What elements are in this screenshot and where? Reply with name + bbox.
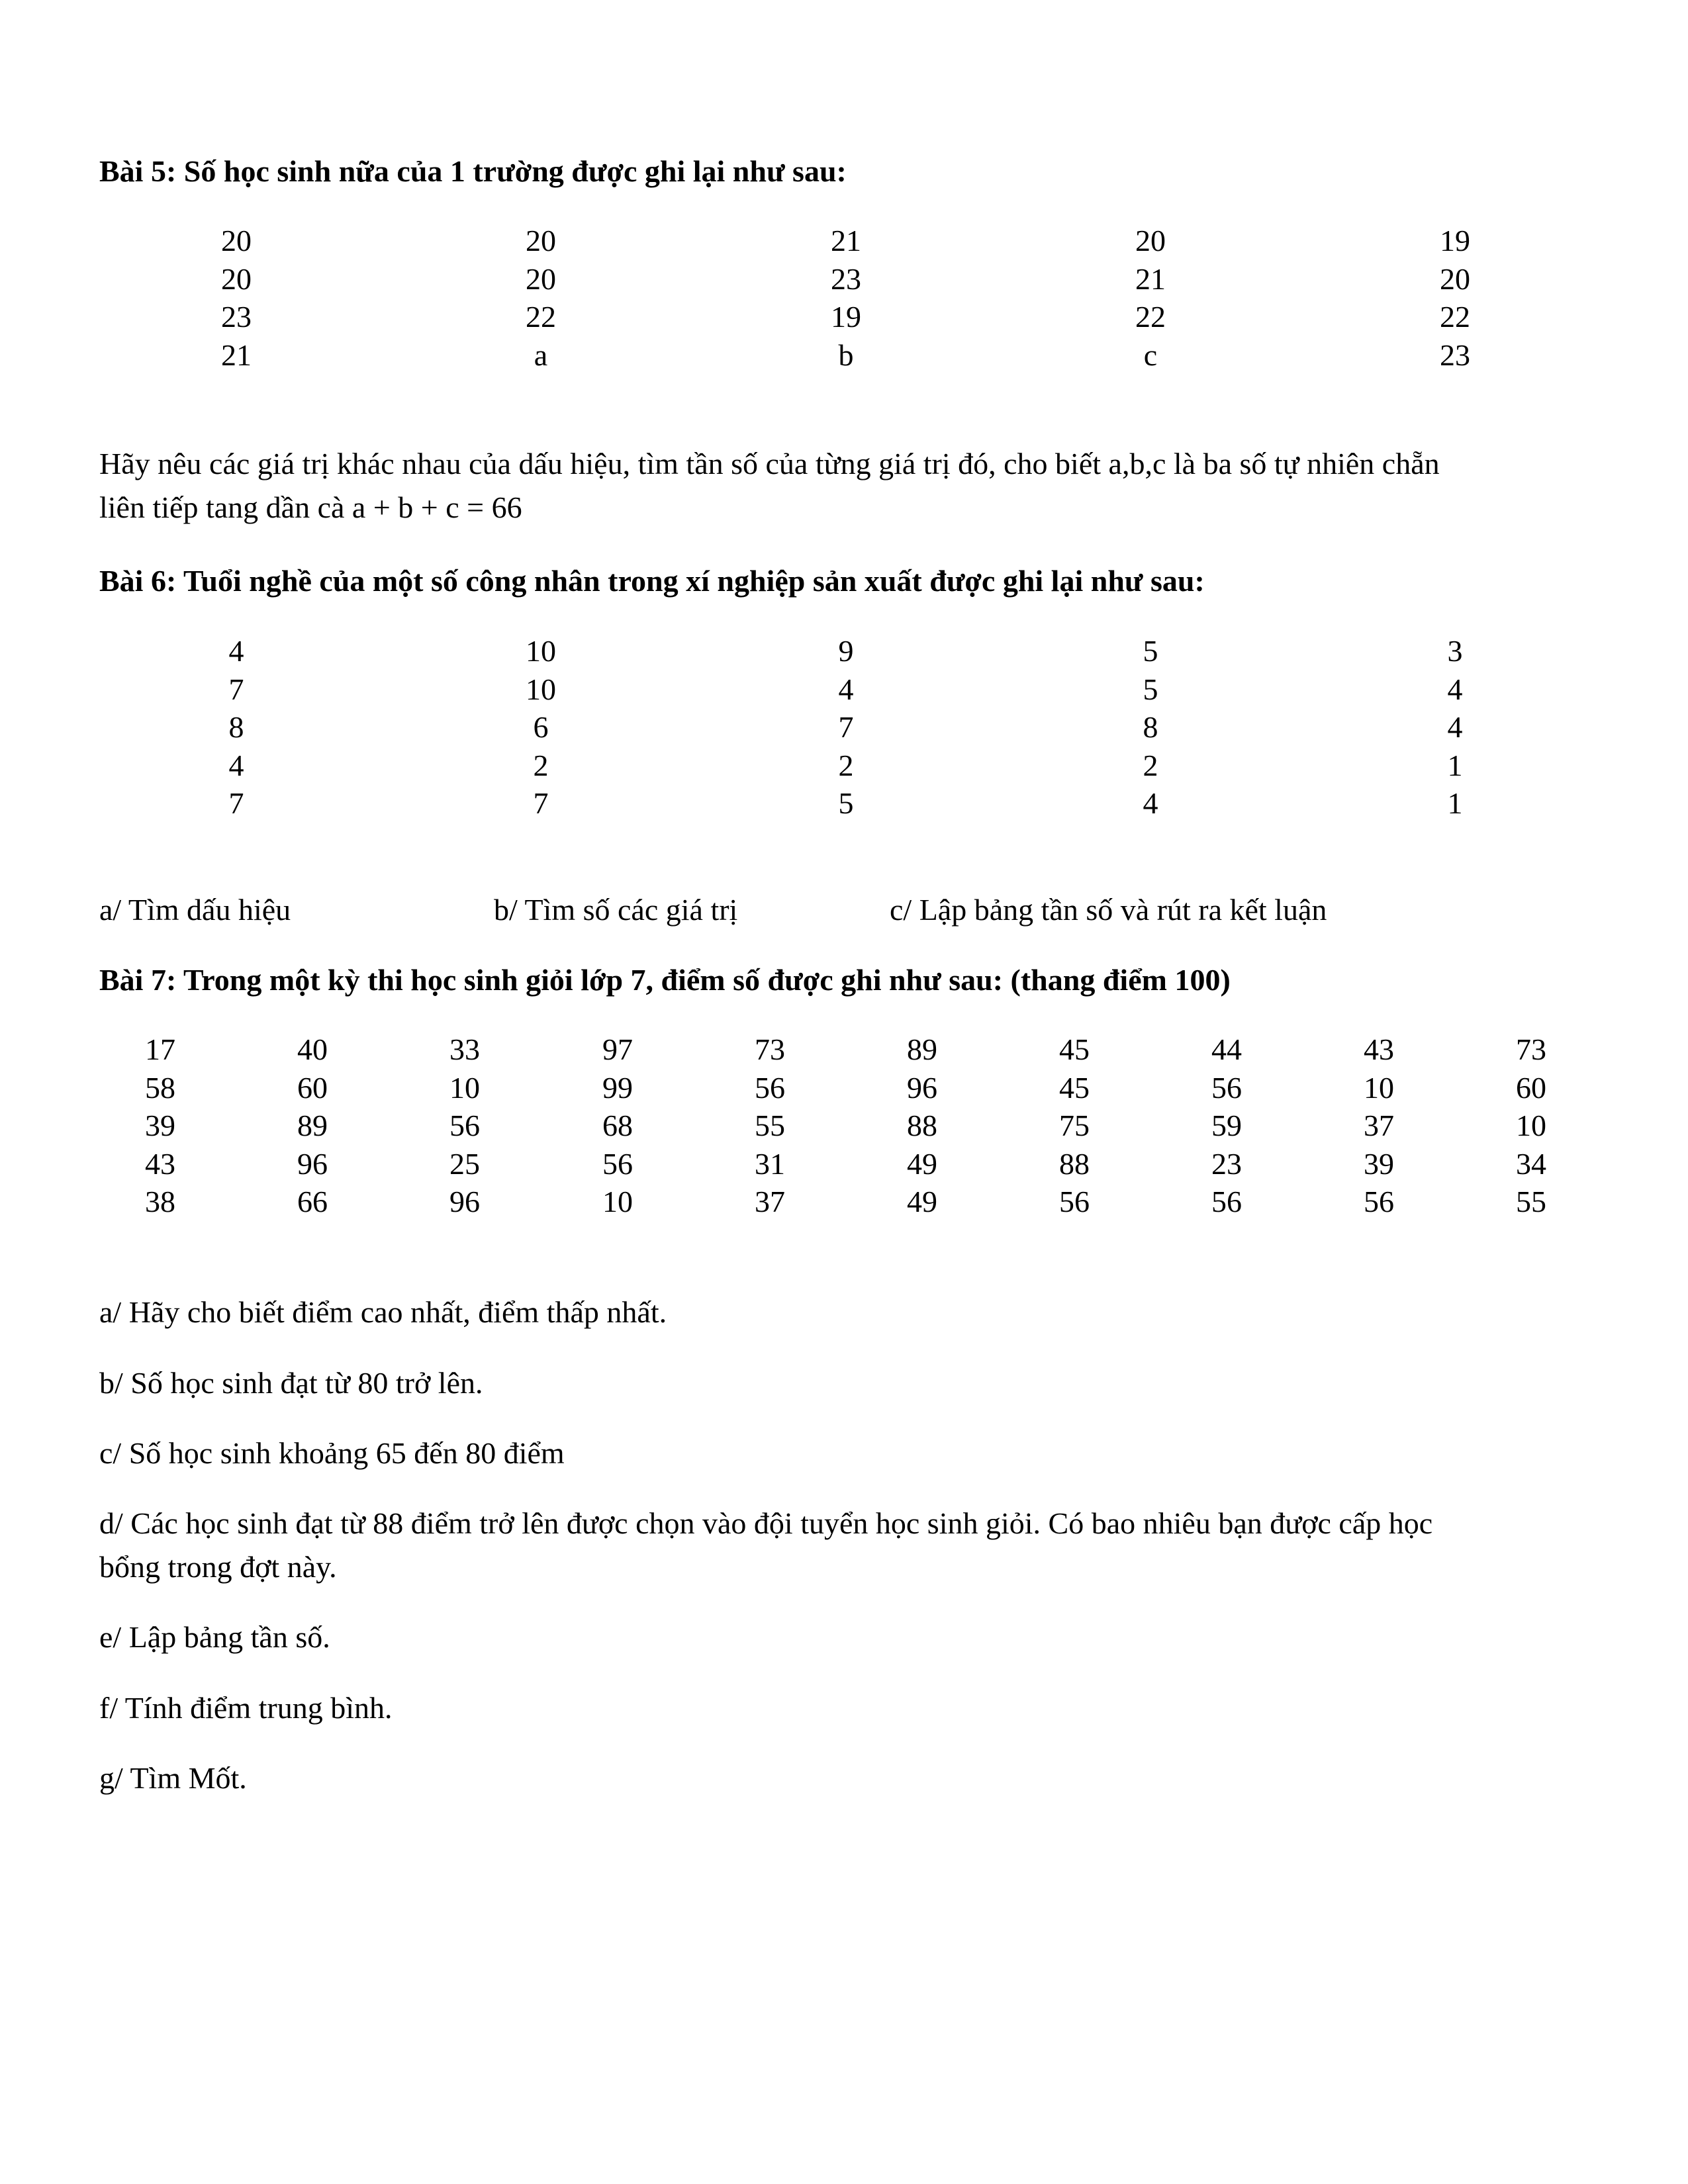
table-cell: 56 (1364, 1185, 1394, 1218)
table-cell: 44 (1211, 1032, 1242, 1066)
table-cell: 9 (838, 634, 854, 668)
table-cell: 39 (1364, 1146, 1394, 1181)
bai6-data-table (99, 632, 1589, 823)
table-cell: 97 (602, 1032, 633, 1066)
table-cell: 75 (1059, 1109, 1090, 1142)
table-cell: 21 (221, 338, 252, 372)
table-cell: 37 (755, 1185, 785, 1218)
bai5-title: Bài 5: Số học sinh nữa của 1 trường được ghi lại như sau: (99, 154, 847, 188)
table-cell: 56 (1059, 1185, 1090, 1218)
table-row (99, 1183, 1589, 1221)
table-cell: 4 (1143, 786, 1158, 820)
table-cell: 49 (907, 1146, 937, 1181)
table-cell: 8 (228, 710, 244, 744)
table-cell: 21 (1135, 261, 1166, 296)
table-cell: 7 (533, 786, 549, 820)
bai7-question-d (99, 1502, 1589, 1589)
bai7-question-a: a/ Hãy cho biết điểm cao nhất, điểm thấp nhất. (99, 1295, 667, 1329)
table-cell: 96 (907, 1070, 937, 1105)
table-cell: 49 (907, 1185, 937, 1218)
table-cell: 10 (1364, 1070, 1394, 1105)
table-cell: 8 (1143, 710, 1158, 744)
table-cell: 66 (297, 1185, 328, 1218)
table-cell: 99 (602, 1070, 633, 1105)
table-cell: 34 (1516, 1146, 1546, 1181)
table-row (99, 336, 1589, 375)
table-cell: 55 (755, 1109, 785, 1142)
document-page (99, 0, 1589, 2184)
table-row (99, 1107, 1589, 1145)
table-cell: 1 (1447, 786, 1463, 820)
table-row (99, 260, 1589, 298)
table-cell: 89 (297, 1109, 328, 1142)
table-cell: 1 (1447, 748, 1463, 782)
table-cell: 88 (1059, 1146, 1090, 1181)
table-cell: 2 (533, 748, 549, 782)
table-cell: 96 (449, 1185, 480, 1218)
table-cell: 56 (449, 1109, 480, 1142)
table-cell: 3 (1447, 634, 1463, 668)
table-cell: 33 (449, 1032, 480, 1066)
table-cell: 10 (1516, 1109, 1546, 1142)
bai6-part-b: b/ Tìm số các giá trị (494, 893, 738, 927)
bai5-question-line: Hãy nêu các giá trị khác nhau của dấu hiệu, tìm tần số của từng giá trị đó, cho biết a,b,c là ba số tự nhiên chẵn (99, 447, 1440, 480)
table-cell: 20 (221, 224, 252, 257)
table-row (99, 298, 1589, 336)
table-cell: 7 (228, 786, 244, 820)
bai5-data-table (99, 222, 1589, 374)
table-cell: 40 (297, 1032, 328, 1066)
table-cell: 39 (145, 1109, 175, 1142)
table-cell: 45 (1059, 1070, 1090, 1105)
bai5-question (99, 442, 1589, 529)
table-cell: 4 (1447, 710, 1463, 744)
table-cell: 56 (755, 1070, 785, 1105)
table-row (99, 670, 1589, 709)
table-row (99, 222, 1589, 260)
table-row (99, 1069, 1589, 1107)
table-cell: 43 (1364, 1032, 1394, 1066)
bai7-title: Bài 7: Trong một kỳ thi học sinh giỏi lớp 7, điểm số được ghi như sau: (thang điểm 100) (99, 963, 1231, 997)
table-cell: 4 (838, 672, 854, 706)
table-cell: 88 (907, 1109, 937, 1142)
table-cell: 43 (145, 1146, 175, 1181)
table-cell: 68 (602, 1109, 633, 1142)
table-cell: 96 (297, 1146, 328, 1181)
table-cell: 2 (838, 748, 854, 782)
bai7-data-table (99, 1030, 1589, 1221)
table-cell: 20 (526, 224, 556, 257)
table-cell: 23 (1440, 338, 1470, 372)
table-cell: 20 (526, 261, 556, 296)
table-cell: 73 (1516, 1032, 1546, 1066)
table-cell: 22 (1135, 300, 1166, 334)
table-row (99, 747, 1589, 785)
table-cell: 7 (228, 672, 244, 706)
table-cell: 38 (145, 1185, 175, 1218)
bai5-question-line: liên tiếp tang dần cà a + b + c = 66 (99, 490, 522, 524)
table-cell: 45 (1059, 1032, 1090, 1066)
table-cell: 5 (1143, 634, 1158, 668)
table-cell: 22 (526, 300, 556, 334)
table-cell: 23 (1211, 1146, 1242, 1181)
table-cell: 19 (831, 300, 861, 334)
bai6-part-c: c/ Lập bảng tần số và rút ra kết luận (890, 893, 1327, 927)
bai7-question-g: g/ Tìm Mốt. (99, 1761, 247, 1795)
table-cell: 19 (1440, 224, 1470, 257)
table-cell: 4 (1447, 672, 1463, 706)
table-cell: 10 (449, 1070, 480, 1105)
table-cell: c (1143, 338, 1158, 372)
table-cell: 56 (1211, 1070, 1242, 1105)
table-cell: 60 (297, 1070, 328, 1105)
table-row (99, 1145, 1589, 1183)
table-cell: 59 (1211, 1109, 1242, 1142)
table-cell: 25 (449, 1146, 480, 1181)
bai7-question-d-line: bổng trong đợt này. (99, 1550, 337, 1584)
table-cell: 20 (1135, 224, 1166, 257)
table-cell: 4 (228, 748, 244, 782)
table-cell: 23 (831, 261, 861, 296)
bai7-question-c: c/ Số học sinh khoảng 65 đến 80 điểm (99, 1436, 565, 1470)
table-cell: 4 (228, 634, 244, 668)
table-cell: 55 (1516, 1185, 1546, 1218)
bai6-title: Bài 6: Tuổi nghề của một số công nhân trong xí nghiệp sản xuất được ghi lại như sau: (99, 564, 1205, 598)
bai7-question-f: f/ Tính điểm trung bình. (99, 1691, 393, 1725)
table-cell: 56 (1211, 1185, 1242, 1218)
table-cell: a (534, 338, 548, 372)
table-cell: 17 (145, 1032, 175, 1066)
table-cell: b (838, 338, 854, 372)
bai7-question-e: e/ Lập bảng tần số. (99, 1620, 330, 1654)
bai7-question-b: b/ Số học sinh đạt từ 80 trở lên. (99, 1366, 483, 1400)
table-cell: 10 (526, 634, 556, 668)
table-cell: 10 (526, 672, 556, 706)
table-row (99, 784, 1589, 823)
table-cell: 37 (1364, 1109, 1394, 1142)
table-cell: 56 (602, 1146, 633, 1181)
table-row (99, 1030, 1589, 1069)
table-cell: 22 (1440, 300, 1470, 334)
table-cell: 23 (221, 300, 252, 334)
table-cell: 5 (838, 786, 854, 820)
table-cell: 58 (145, 1070, 175, 1105)
table-cell: 20 (221, 261, 252, 296)
bai7-question-d-line: d/ Các học sinh đạt từ 88 điểm trở lên được chọn vào đội tuyển học sinh giỏi. Có bao nhiêu bạn được cấp học (99, 1506, 1433, 1540)
table-row (99, 708, 1589, 747)
table-cell: 60 (1516, 1070, 1546, 1105)
table-cell: 7 (838, 710, 854, 744)
bai6-part-a: a/ Tìm dấu hiệu (99, 893, 291, 927)
table-cell: 89 (907, 1032, 937, 1066)
table-cell: 5 (1143, 672, 1158, 706)
table-cell: 21 (831, 224, 861, 257)
table-cell: 73 (755, 1032, 785, 1066)
table-cell: 20 (1440, 261, 1470, 296)
table-cell: 10 (602, 1185, 633, 1218)
table-cell: 6 (533, 710, 549, 744)
table-row (99, 632, 1589, 670)
table-cell: 2 (1143, 748, 1158, 782)
table-cell: 31 (755, 1146, 785, 1181)
